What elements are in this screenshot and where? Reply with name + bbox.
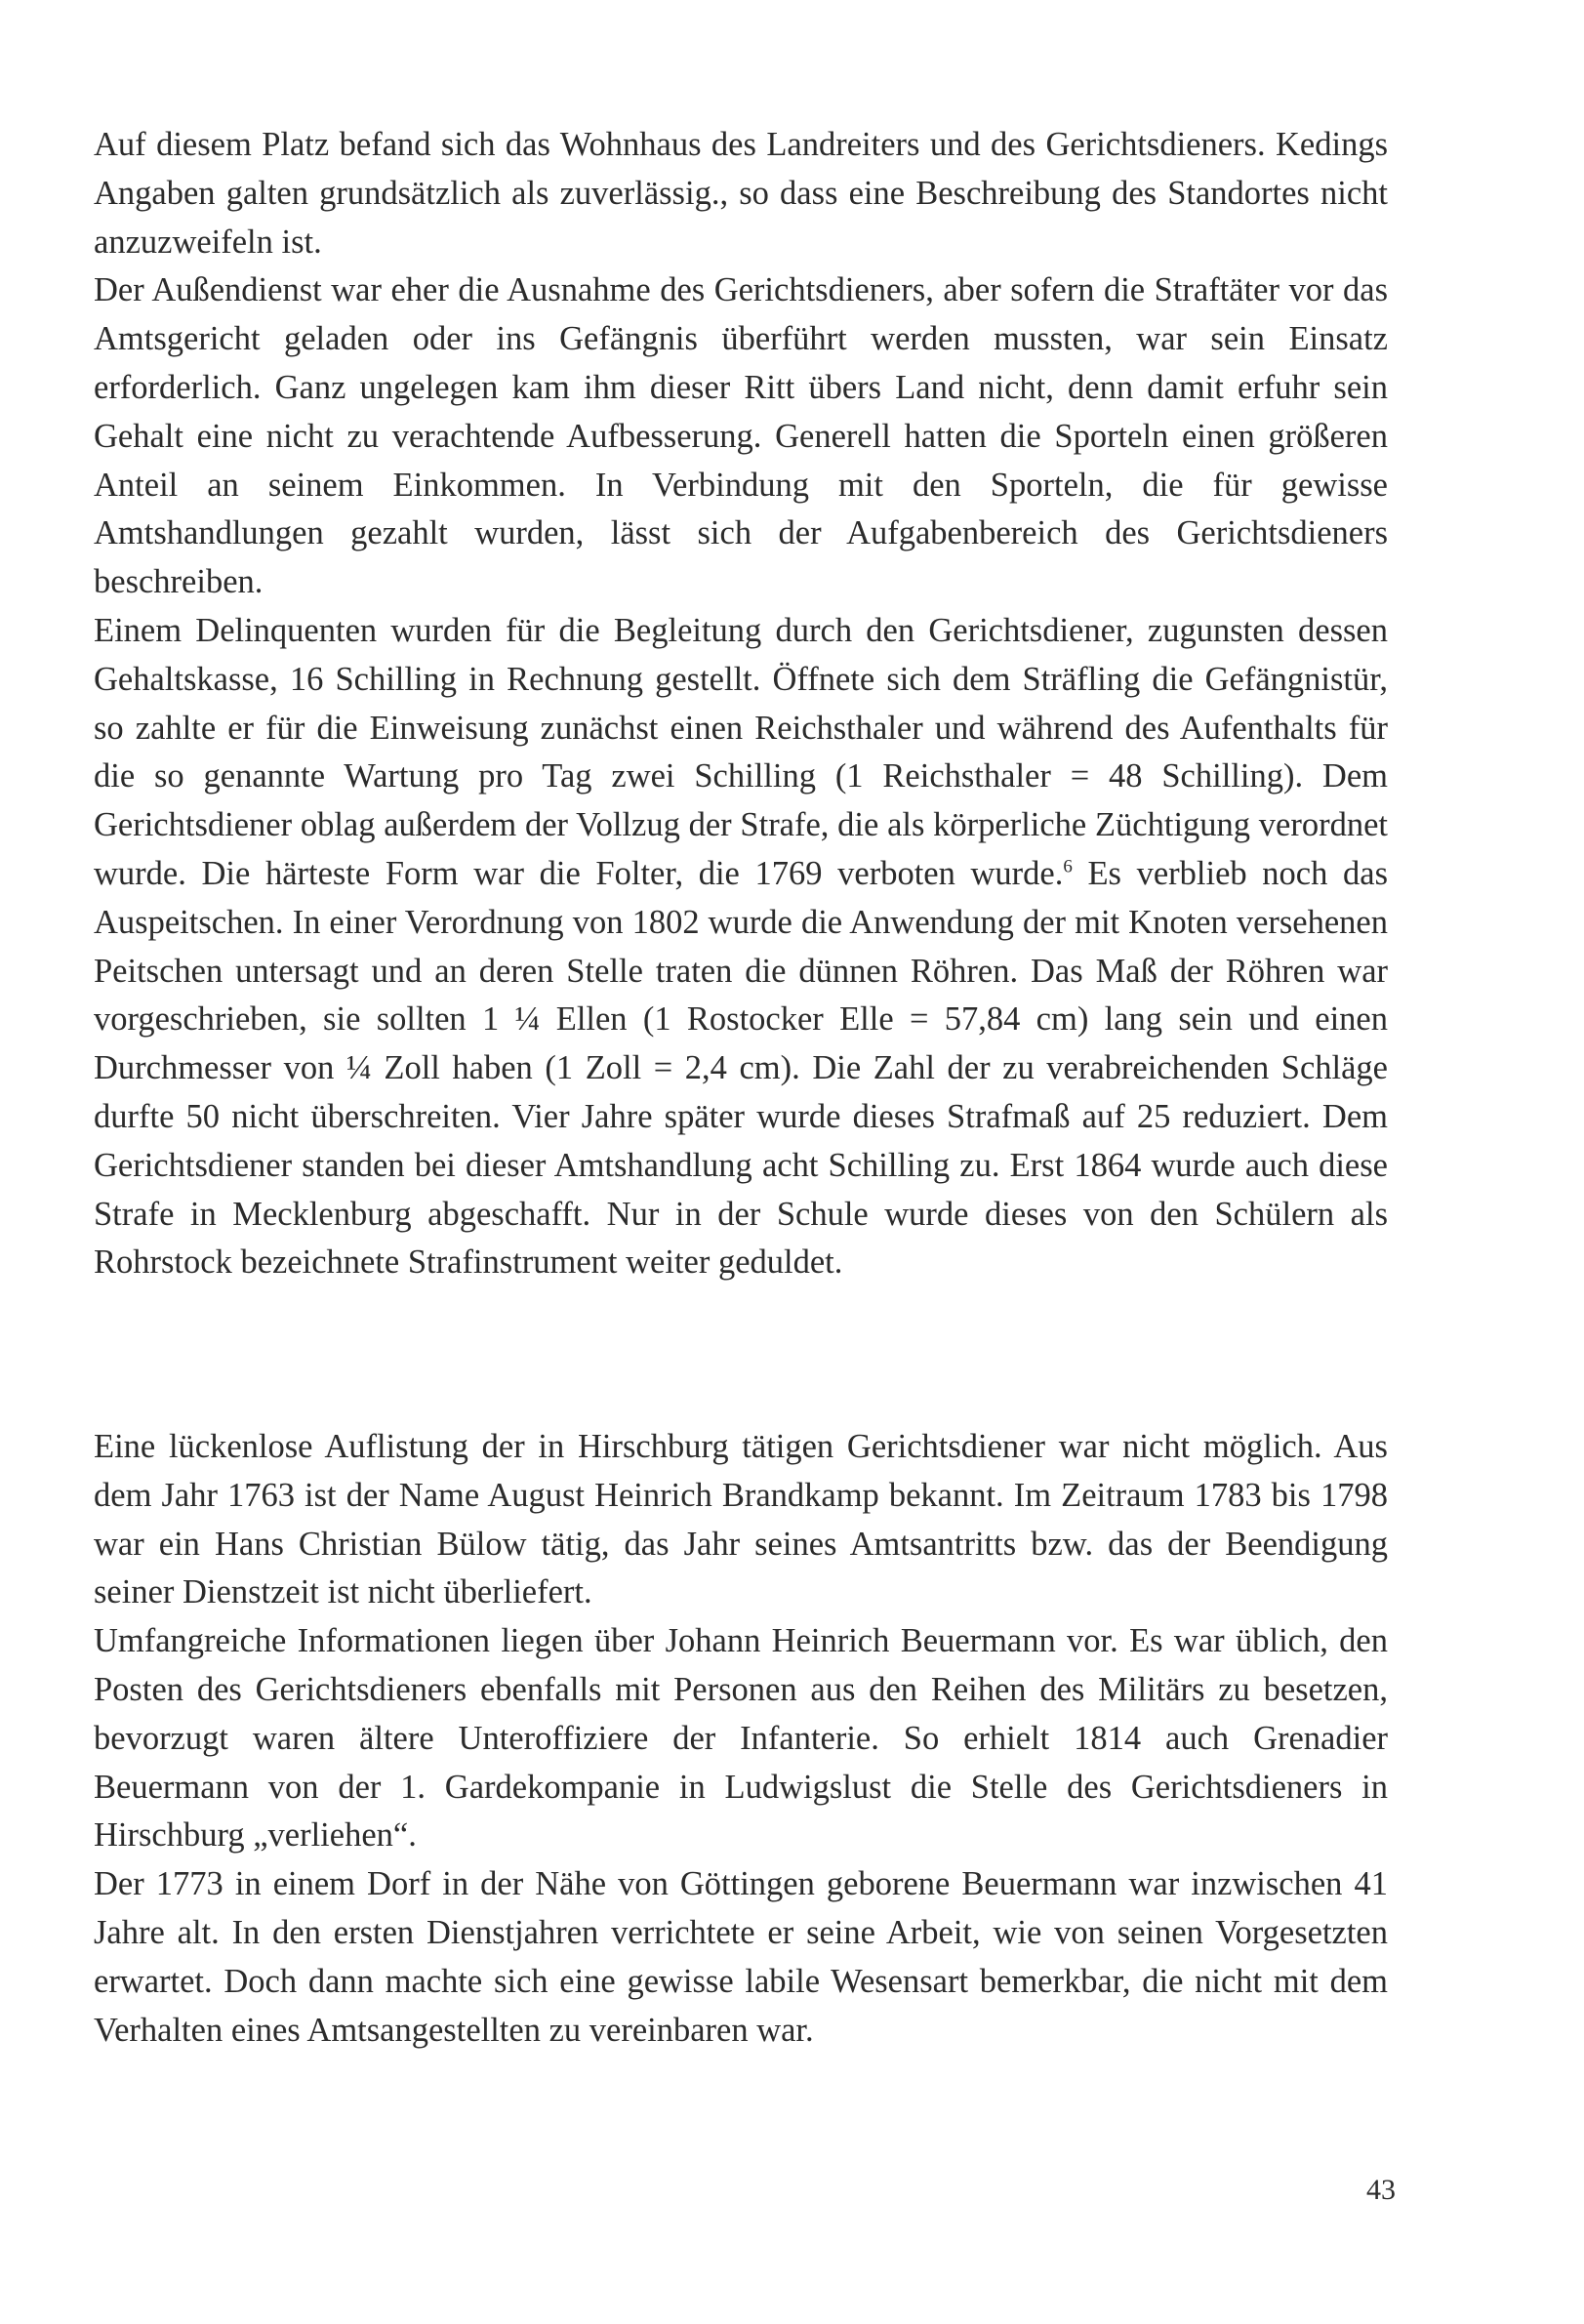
paragraph-3	[94, 607, 1388, 1287]
paragraph-6: Der 1773 in einem Dorf in der Nähe von Göttingen geborene Beuermann war inzwischen 41 Jahre alt. In den ersten Dienstjahren verrichtete er seine Arbeit, wie von seinen Vorgesetzten erwartet. Doch dann machte sich eine gewisse labile Wesensart bemerkbar, die nicht mit dem Verhalten eines Amtsangestellten zu vereinbaren war.	[94, 1865, 1388, 2049]
paragraph-3-text-b: Es verblieb noch das Auspeitschen. In einer Verordnung von 1802 wurde die Anwendung der mit Knoten versehenen Peitschen untersagt und an deren Stelle traten die dünnen Röhren. Das Maß der Röhren war vorgeschrieben, sie sollten 1 ¼ Ellen (1 Rostocker Elle = 57,84 cm) lang sein und einen Durchmesser von ¼ Zoll haben (1 Zoll = 2,4 cm). Die Zahl der zu verabreichenden Schläge durfte 50 nicht überschreiten. Vier Jahre später wurde dieses Strafmaß auf 25 reduziert. Dem Gerichtsdiener standen bei dieser Amtshandlung acht Schilling zu. Erst 1864 wurde auch diese Strafe in Mecklenburg abgeschafft. Nur in der Schule wurde dieses von den Schülern als Rohrstock bezeichnete Strafinstrument weiter geduldet.	[94, 854, 1388, 1282]
paragraph-3-text-a: Einem Delinquenten wurden für die Begleitung durch den Gerichtsdiener, zugunsten dessen Gehaltskasse, 16 Schilling in Rechnung gestellt. Öffnete sich dem Sträfling die Gefängnistür, so zahlte er für die Einweisung zunächst einen Reichsthaler und während des Aufenthalts für die so genannte Wartung pro Tag zwei Schilling (1 Reichsthaler = 48 Schilling). Dem Gerichtsdiener oblag außerdem der Vollzug der Strafe, die als körperliche Züchtigung verordnet wurde. Die härteste Form war die Folter, die 1769 verboten wurde.	[94, 611, 1388, 892]
text-section-1	[94, 121, 1388, 1287]
paragraph-5: Umfangreiche Informationen liegen über Johann Heinrich Beuermann vor. Es war üblich, den Posten des Gerichtsdieners ebenfalls mit Personen aus den Reihen des Militärs zu besetzen, bevorzugt waren ältere Unteroffiziere der Infanterie. So erhielt 1814 auch Grenadier Beuermann von der 1. Gardekompanie in Ludwigslust die Stelle des Gerichtsdieners in Hirschburg „verliehen“.	[94, 1622, 1388, 1855]
paragraph-2: Der Außendienst war eher die Ausnahme des Gerichtsdieners, aber sofern die Straftäter vor das Amtsgericht geladen oder ins Gefängnis überführt werden mussten, war sein Einsatz erforderlich. Ganz ungelegen kam ihm dieser Ritt übers Land nicht, denn damit erfuhr sein Gehalt eine nicht zu verachtende Aufbesserung. Generell hatten die Sporteln einen größeren Anteil an seinem Einkommen. In Verbindung mit den Sporteln, die für gewisse Amtshandlungen gezahlt wurden, lässt sich der Aufgabenbereich des Gerichtsdieners beschreiben.	[94, 271, 1388, 601]
paragraph-1: Auf diesem Platz befand sich das Wohnhaus des Landreiters und des Gerichtsdieners. Kedings Angaben galten grundsätzlich als zuverlässig., so dass eine Beschreibung des Standortes nicht anzuzweifeln ist.	[94, 126, 1388, 261]
paragraph-4: Eine lückenlose Auflistung der in Hirschburg tätigen Gerichtsdiener war nicht möglich. Aus dem Jahr 1763 ist der Name August Heinrich Brandkamp bekannt. Im Zeitraum 1783 bis 1798 war ein Hans Christian Bülow tätig, das Jahr seines Amtsantritts bzw. das der Beendigung seiner Dienstzeit ist nicht überliefert.	[94, 1428, 1388, 1611]
footnote-marker[interactable]: 6	[1063, 856, 1073, 877]
text-section-2	[94, 1423, 1388, 2055]
page-number: 43	[1366, 2174, 1396, 2206]
